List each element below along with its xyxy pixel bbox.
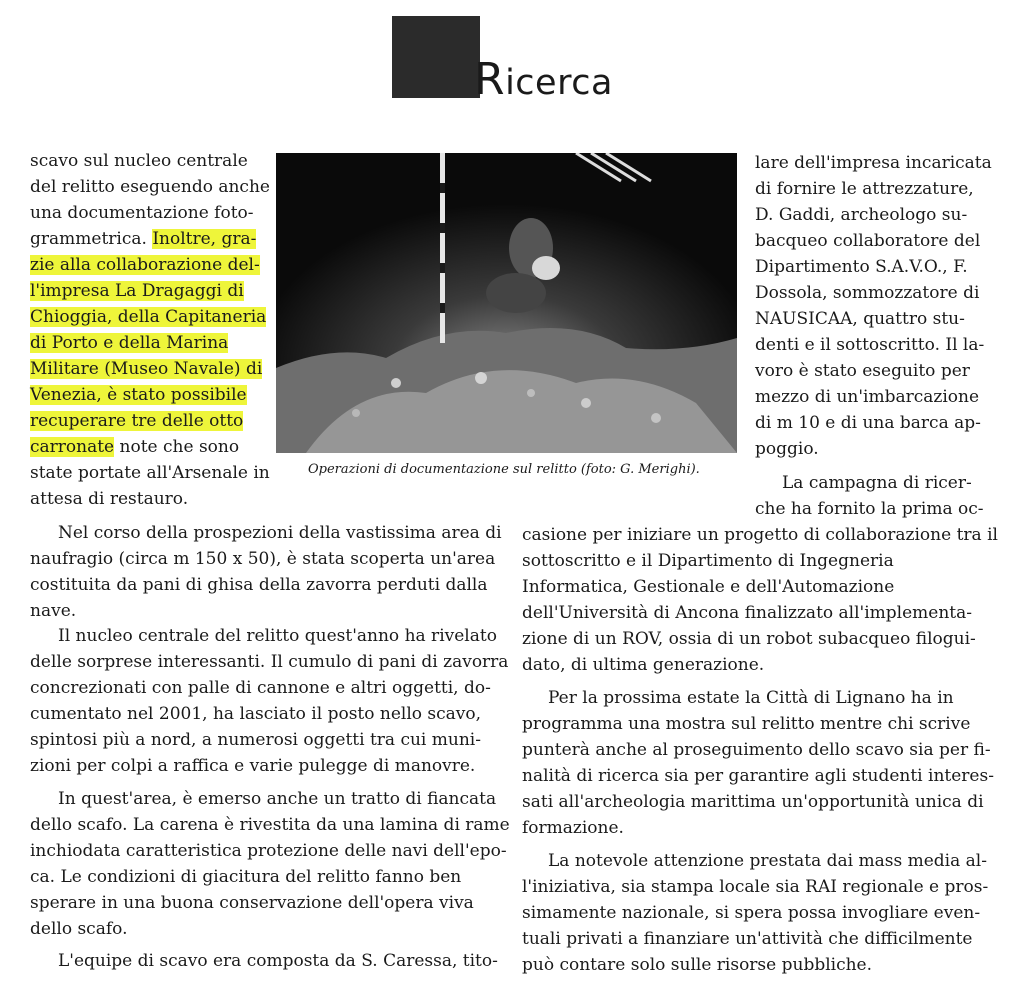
text-run: che ha fornito la prima oc- xyxy=(755,499,984,519)
text-run: Il nucleo centrale del relitto quest'anno ha rivelato xyxy=(58,626,497,646)
text-run: di fornire le attrezzature, xyxy=(755,179,974,199)
text-run: Dipartimento S.A.V.O., F. xyxy=(755,257,968,277)
underwater-photo-image xyxy=(276,153,737,453)
text-run: ca. Le condizioni di giacitura del relitto fanno ben xyxy=(30,867,462,887)
text-run: bacqueo collaboratore del xyxy=(755,231,981,251)
text-line xyxy=(522,548,894,574)
text-run: simamente nazionale, si spera possa invogliare even- xyxy=(522,903,981,923)
text-line xyxy=(58,786,496,812)
text-line xyxy=(522,711,970,737)
title-rest: icerca xyxy=(505,63,613,103)
highlighted-text: Venezia, è stato possibile xyxy=(30,385,247,405)
text-line xyxy=(522,600,972,626)
text-line xyxy=(755,280,979,306)
text-line xyxy=(755,202,967,228)
text-run: In quest'area, è emerso anche un tratto di fiancata xyxy=(58,789,497,809)
text-line xyxy=(522,789,984,815)
text-run: cumentato nel 2001, ha lasciato il posto nello scavo, xyxy=(30,704,482,724)
text-run: Nel corso della prospezioni della vastissima area di xyxy=(58,523,502,543)
text-line xyxy=(755,306,965,332)
text-line xyxy=(548,685,954,711)
text-run: poggio. xyxy=(755,439,819,459)
text-line xyxy=(30,278,244,304)
text-line xyxy=(30,546,495,572)
text-line xyxy=(30,701,481,727)
text-run: dello scafo. La carena è rivestita da una lamina di rame xyxy=(30,815,510,835)
text-line xyxy=(30,408,243,434)
text-line xyxy=(30,812,510,838)
text-run: casione per iniziare un progetto di collaborazione tra il xyxy=(522,525,998,545)
text-line xyxy=(30,753,475,779)
text-run: naufragio (circa m 150 x 50), è stata scoperta un'area xyxy=(30,549,496,569)
highlighted-text: zie alla collaborazione del- xyxy=(30,255,260,275)
text-line xyxy=(755,254,968,280)
text-run: spintosi più a nord, a numerosi oggetti tra cui muni- xyxy=(30,730,481,750)
text-line xyxy=(522,900,980,926)
text-run: una documentazione foto- xyxy=(30,203,254,223)
text-line xyxy=(30,226,256,252)
text-run: D. Gaddi, archeologo su- xyxy=(755,205,968,225)
text-run: lare dell'impresa incaricata xyxy=(755,153,992,173)
text-run: delle sorprese interessanti. Il cumulo di pani di zavorra xyxy=(30,652,509,672)
text-line xyxy=(522,874,988,900)
text-line xyxy=(30,864,461,890)
text-run: programma una mostra sul relitto mentre chi scrive xyxy=(522,714,971,734)
highlighted-text: recuperare tre delle otto xyxy=(30,411,244,431)
text-run: NAUSICAA, quattro stu- xyxy=(755,309,965,329)
text-line xyxy=(30,330,228,356)
text-run: attesa di restauro. xyxy=(30,489,189,509)
text-run: Per la prossima estate la Città di Lignano ha in xyxy=(548,688,954,708)
text-run: zioni per colpi a raffica e varie pulegge di manovre. xyxy=(30,756,476,776)
text-run: formazione. xyxy=(522,818,624,838)
text-line xyxy=(522,522,998,548)
text-line xyxy=(755,228,980,254)
text-line xyxy=(522,574,894,600)
text-line xyxy=(30,460,270,486)
text-line xyxy=(548,848,987,874)
text-run: note che sono xyxy=(114,437,240,457)
text-run: concrezionati con palle di cannone e altri oggetti, do- xyxy=(30,678,491,698)
photo xyxy=(276,153,737,453)
text-run: denti e il sottoscritto. Il la- xyxy=(755,335,985,355)
text-line xyxy=(30,916,127,942)
title-initial: R xyxy=(474,54,506,105)
text-run: sati all'archeologia marittima un'opportunità unica di xyxy=(522,792,984,812)
highlighted-text: Inoltre, gra- xyxy=(152,229,257,249)
text-line xyxy=(58,520,502,546)
text-line xyxy=(522,737,991,763)
text-line xyxy=(30,174,270,200)
text-line xyxy=(522,952,872,978)
text-line xyxy=(522,815,624,841)
text-line xyxy=(522,926,972,952)
text-run: dell'Università di Ancona finalizzato all'implementa- xyxy=(522,603,972,623)
text-run: sottoscritto e il Dipartimento di Ingegneria xyxy=(522,551,894,571)
text-run: state portate all'Arsenale in xyxy=(30,463,270,483)
text-run: del relitto eseguendo anche xyxy=(30,177,270,197)
text-line xyxy=(755,358,970,384)
text-line xyxy=(755,496,984,522)
highlighted-text: di Porto e della Marina xyxy=(30,333,229,353)
highlighted-text: carronate xyxy=(30,437,115,457)
highlighted-text: Militare (Museo Navale) di xyxy=(30,359,263,379)
text-line xyxy=(30,649,508,675)
text-line xyxy=(755,332,984,358)
text-line xyxy=(30,675,491,701)
text-line xyxy=(30,598,76,624)
text-run: scavo sul nucleo centrale xyxy=(30,151,248,171)
text-run: nave. xyxy=(30,601,77,621)
text-line xyxy=(755,436,819,462)
text-run: Informatica, Gestionale e dell'Automazione xyxy=(522,577,895,597)
text-line xyxy=(30,304,266,330)
text-run: Dossola, sommozzatore di xyxy=(755,283,980,303)
text-line xyxy=(755,384,979,410)
text-run: zione di un ROV, ossia di un robot subacqueo filogui- xyxy=(522,629,976,649)
text-run: La campagna di ricer- xyxy=(782,473,972,493)
text-line xyxy=(522,626,976,652)
text-line xyxy=(58,623,497,649)
text-line xyxy=(30,382,247,408)
text-line xyxy=(30,486,188,512)
text-run: l'iniziativa, sia stampa locale sia RAI regionale e pros- xyxy=(522,877,989,897)
page-title xyxy=(474,54,613,105)
text-line xyxy=(30,252,260,278)
text-run: mezzo di un'imbarcazione xyxy=(755,387,980,407)
highlighted-text: Chioggia, della Capitaneria xyxy=(30,307,267,327)
text-run: inchiodata caratteristica protezione delle navi dell'epo- xyxy=(30,841,507,861)
text-run: dato, di ultima generazione. xyxy=(522,655,765,675)
text-run: dello scafo. xyxy=(30,919,128,939)
text-line xyxy=(522,652,764,678)
text-line xyxy=(30,434,239,460)
text-line xyxy=(755,410,981,436)
text-line xyxy=(755,176,974,202)
text-line xyxy=(782,470,972,496)
text-line xyxy=(30,727,481,753)
text-line xyxy=(755,150,992,176)
text-line xyxy=(30,890,474,916)
text-line xyxy=(522,763,994,789)
header-dark-block xyxy=(392,16,480,98)
text-run: grammetrica. xyxy=(30,229,153,249)
photo-caption: Operazioni di documentazione sul relitto (foto: G. Merighi). xyxy=(308,462,700,477)
text-run: tuali privati a finanziare un'attività che difficilmente xyxy=(522,929,973,949)
text-run: può contare solo sulle risorse pubbliche. xyxy=(522,955,873,975)
text-run: L'equipe di scavo era composta da S. Caressa, tito- xyxy=(58,951,498,971)
text-line xyxy=(30,200,254,226)
text-line xyxy=(30,838,507,864)
text-line xyxy=(30,148,248,174)
text-line xyxy=(30,572,488,598)
text-run: costituita da pani di ghisa della zavorra perduti dalla xyxy=(30,575,488,595)
text-run: di m 10 e di una barca ap- xyxy=(755,413,981,433)
text-line xyxy=(58,948,498,974)
text-run: La notevole attenzione prestata dai mass media al- xyxy=(548,851,987,871)
highlighted-text: l'impresa La Dragaggi di xyxy=(30,281,244,301)
text-run: sperare in una buona conservazione dell'opera viva xyxy=(30,893,474,913)
text-run: nalità di ricerca sia per garantire agli studenti interes- xyxy=(522,766,994,786)
text-line xyxy=(30,356,262,382)
text-run: voro è stato eseguito per xyxy=(755,361,970,381)
text-run: punterà anche al proseguimento dello scavo sia per fi- xyxy=(522,740,991,760)
